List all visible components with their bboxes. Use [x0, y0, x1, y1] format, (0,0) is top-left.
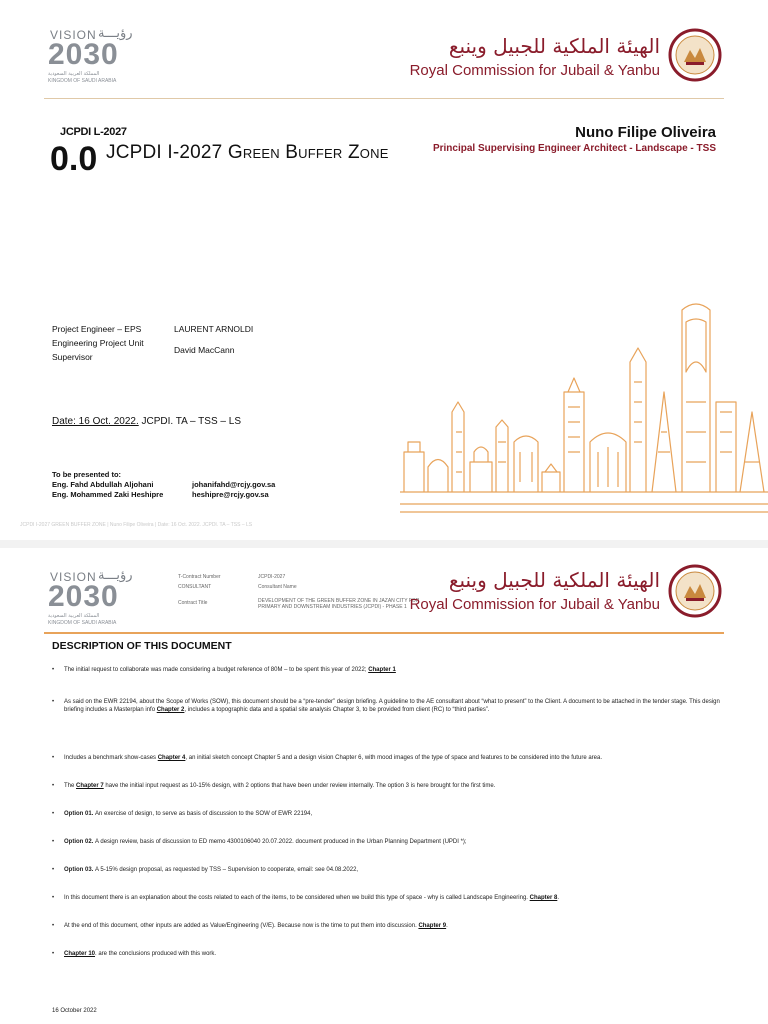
contract-title-label: Contract Title — [178, 600, 208, 606]
list-item: • Chapter 10. are the conclusions produced with this work. — [52, 950, 724, 958]
rc-name-en: Royal Commission for Jubail & Yanbu — [409, 62, 660, 79]
role-name: LAURENT ARNOLDI — [174, 324, 254, 334]
cover-footer: JCPDI I-2027 GREEN BUFFER ZONE | Nuno Filipe Oliveira | Date: 16 Oct. 2022. JCPDI. TA – TSS – LS — [20, 522, 253, 528]
rc-emblem-icon — [668, 28, 722, 82]
chapter-link[interactable]: Chapter 2 — [156, 707, 185, 713]
list-item: • Option 01. An exercise of design, to serve as basis of discussion to the SOW of EWR 22194, — [52, 810, 724, 818]
list-item: • As said on the EWR 22194, about the Scope of Works (SOW), this document should be a “pre-tender” design briefing. A guideline to the AE consultant about “what to present” to the Client. A document to be attached in the tender stage. This design briefing includes a Masterplan info Chapter 2, includes a topographic data and a spatial site analysis Chapter 3, to be provided from client (RC) to “third parties”. — [52, 698, 724, 714]
list-item: • At the end of this document, other inputs are added as Value/Engineering (V/E). Because now is the time to put them into discussion. Chapter 9. — [52, 922, 724, 930]
contract-title-line: PRIMARY AND DOWNSTREAM INDUSTRIES (JCPDI) - PHASE 1 — [258, 604, 407, 610]
rc-emblem-icon — [668, 564, 722, 618]
roles-labels — [52, 322, 172, 364]
vision-sub-en: KINGDOM OF SAUDI ARABIA — [48, 78, 117, 84]
vision-sub-en: KINGDOM OF SAUDI ARABIA — [48, 620, 117, 626]
contract-number-label: T-Contract Number — [178, 574, 221, 580]
chapter-link[interactable]: Chapter 9 — [418, 923, 447, 929]
vision-sub-ar: المملكة العربية السعودية — [48, 71, 100, 77]
rc-name-ar: الهيئة الملكية للجبيل وينبع — [448, 568, 660, 592]
chapter-link[interactable]: Chapter 10 — [64, 951, 96, 957]
doc-number: 0.0 — [50, 140, 98, 178]
section-title: DESCRIPTION OF THIS DOCUMENT — [52, 640, 232, 652]
author-name: Nuno Filipe Oliveira — [575, 124, 716, 141]
recipient-row — [52, 490, 352, 500]
recipients-block — [52, 470, 352, 500]
recipient-row — [52, 480, 352, 490]
vision-year: 2030 — [48, 580, 119, 613]
list-item: • The initial request to collaborate was made considering a budget reference of 80M – to be spent this year of 2022; Chapter 1 — [52, 666, 724, 674]
vision-2030-logo — [44, 570, 134, 630]
list-item: • In this document there is an explanation about the costs related to each of the items, to be considered when we build this type of space - why is called Landscape Engineering. Chapter 8. — [52, 894, 724, 902]
page-separator — [0, 540, 768, 548]
date-underlined: Date: 16 Oct. 2022. — [52, 416, 139, 427]
rc-name-en: Royal Commission for Jubail & Yanbu — [409, 596, 660, 613]
vision-label: VISION — [50, 570, 97, 584]
vision-2030-logo — [44, 28, 134, 88]
chapter-link[interactable]: Chapter 7 — [76, 783, 104, 789]
doc-title: JCPDI I-2027 Green Buffer Zone — [106, 142, 389, 163]
consultant-label: CONSULTANT — [178, 584, 212, 590]
role-label: Project Engineer – EPS — [52, 324, 142, 334]
chapter-link[interactable]: Chapter 1 — [368, 667, 396, 673]
contract-title-line: DEVELOPMENT OF THE GREEN BUFFER ZONE IN JAZAN CITY FOR — [258, 598, 420, 604]
list-item: • The Chapter 7 have the initial input request as 10-15% design, with 2 options that have been under review internally. The option 3 is here brought for the first time. — [52, 782, 724, 790]
role-name: David MacCann — [174, 345, 235, 355]
skyline-illustration — [400, 292, 768, 520]
vision-label-ar: رؤيـــة — [98, 26, 133, 41]
list-item: • Option 02. A design review, basis of discussion to ED memo 4300106040 20.07.2022. document produced in the Urban Planning Department (UPDI *); — [52, 838, 724, 846]
chapter-link[interactable]: Chapter 4 — [157, 755, 186, 761]
role-label: Engineering Project Unit — [52, 338, 144, 348]
list-item: • Includes a benchmark show-cases Chapter 4, an initial sketch concept Chapter 5 and a design vision Chapter 6, with mood images of the type of space and features to be considered into the future area. — [52, 754, 724, 762]
vision-sub-ar: المملكة العربية السعودية — [48, 613, 100, 619]
date-ref: JCPDI. TA – TSS – LS — [138, 416, 241, 427]
chapter-link[interactable]: Chapter 8 — [529, 895, 558, 901]
header-rule — [44, 98, 724, 99]
present-heading: To be presented to: — [52, 470, 122, 479]
recipient-email[interactable]: johanifahd@rcjy.gov.sa — [192, 480, 276, 489]
vision-label-ar: رؤيـــة — [98, 568, 133, 583]
vision-label: VISION — [50, 28, 97, 42]
rc-name-ar: الهيئة الملكية للجبيل وينبع — [448, 34, 660, 58]
cover-date — [52, 416, 241, 427]
author-role: Principal Supervising Engineer Architect - Landscape - TSS — [432, 143, 716, 154]
doc-code: JCPDI L-2027 — [60, 126, 127, 138]
footer-date: 16 October 2022 — [52, 1008, 97, 1014]
roles-names — [174, 322, 314, 357]
header-rule — [44, 632, 724, 634]
role-label: Supervisor — [52, 352, 93, 362]
recipient-name: Eng. Mohammed Zaki Heshipre — [52, 490, 164, 499]
description-page — [0, 548, 768, 1024]
consultant-value: Consultant Name — [258, 584, 297, 590]
recipient-name: Eng. Fahd Abdullah Aljohani — [52, 480, 154, 489]
contract-number-value: JCPDI-2027 — [258, 574, 286, 580]
vision-year: 2030 — [48, 38, 119, 71]
list-item: • Option 03. A 5-15% design proposal, as requested by TSS – Supervision to cooperate, email: see 04.08.2022, — [52, 866, 724, 874]
recipient-email[interactable]: heshipre@rcjy.gov.sa — [192, 490, 269, 499]
